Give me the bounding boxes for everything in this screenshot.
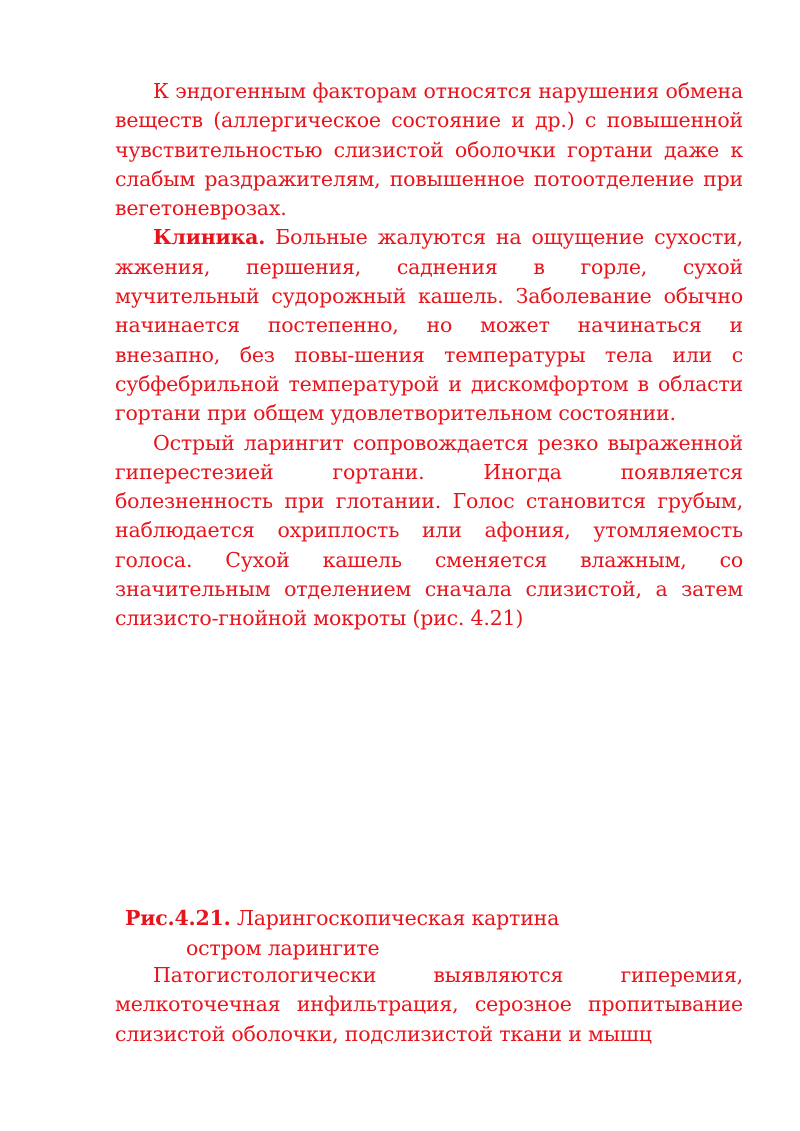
figure-caption-line2: остром ларингите — [186, 936, 380, 960]
clinic-text: Больные жалуются на ощущение сухости, жжения, першения, саднения в горле, сухой мучительный судорожный кашель. Заболевание обычно начинается постепенно, но может начинаться и внезапно, без повы-шения температуры тела или с субфебрильной температурой и дискомфортом в области гортани при общем удовлетворительном состоянии. — [115, 225, 743, 426]
paragraph-clinic — [115, 223, 743, 428]
paragraph-acute-laryngitis: Острый ларингит сопровождается резко выраженной гиперестезией гортани. Иногда появляется болезненность при глотании. Голос становится грубым, наблюдается охриплость или афония, утомляемость голоса. Сухой кашель сменяется влажным, со значительным отделением сначала слизистой, а затем слизисто-гнойной мокроты (рис. 4.21) — [115, 430, 743, 631]
figure-label: Рис.4.21. — [125, 906, 231, 930]
clinic-heading: Клиника. — [153, 225, 266, 250]
figure-caption — [125, 903, 685, 963]
paragraph-etiology: К эндогенным факторам относятся нарушения обмена веществ (аллергическое состояние и др.) с повышенной чувствительностью слизистой оболочки гортани даже к слабым раздражителям, повышенное потоотделение при вегетоневрозах. — [115, 79, 743, 221]
main-text-top — [115, 77, 743, 634]
main-text-bottom — [115, 961, 743, 1049]
paragraph-pathohistology: Патогистологически выявляются гиперемия, мелкоточечная инфильтрация, серозное пропитывание слизистой оболочки, подслизистой ткани и мышц — [115, 963, 743, 1046]
figure-caption-line1: Ларингоскопическая картина — [230, 906, 560, 930]
